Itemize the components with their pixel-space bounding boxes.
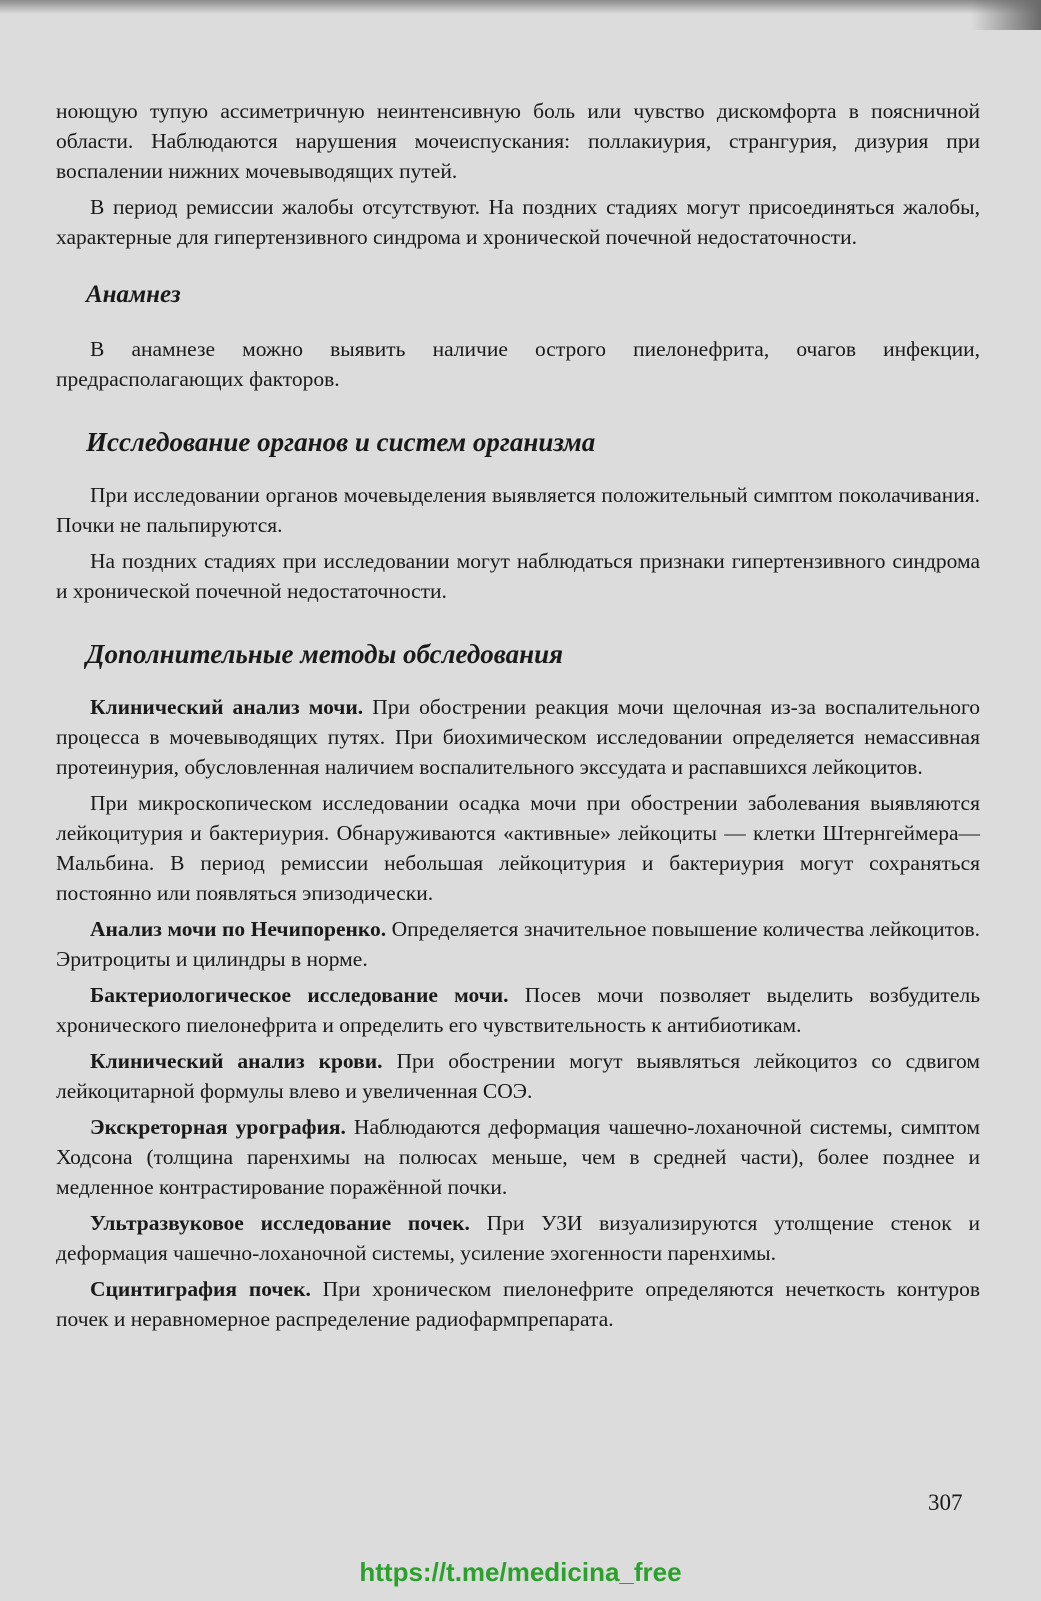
paragraph-bacteriology xyxy=(56,980,980,1040)
paragraph-microscopy: При микроскопическом исследовании осадка мочи при обострении заболевания выявляются лейкоцитурия и бактериурия. Обнаруживаются «активные» лейкоциты — клетки Штернгеймера—Мальбина. В период ремиссии небольшая лейкоцитурия и бактериурия могут сохраняться постоянно или появляться эпизодически. xyxy=(56,791,980,905)
paragraph-remission: В период ремиссии жалобы отсутствуют. На поздних стадиях могут присоединяться жалобы, характерные для гипертензивного синдрома и хронической почечной недостаточности. xyxy=(56,195,980,249)
paragraph-nechiporenko xyxy=(56,914,980,974)
scan-shadow-corner xyxy=(971,0,1041,30)
paragraph-urine-clinical xyxy=(56,692,980,782)
paragraph-symptoms: ноющую тупую ассиметричную неинтенсивную боль или чувство дискомфорта в поясничной области. Наблюдаются нарушения мочеиспускания: поллакиурия, странгурия, дизурия при воспалении нижних мочевыводящих путей. xyxy=(56,99,980,183)
paragraph-organs-2: На поздних стадиях при исследовании могут наблюдаться признаки гипертензивного синдрома и хронической почечной недостаточности. xyxy=(56,549,980,603)
text-ultrasound: При УЗИ визуализируются утолщение стенок и деформация чашечно-лоханочной системы, усиление эхогенности паренхимы. xyxy=(56,1211,980,1265)
lead-urography: Экскреторная урография. xyxy=(90,1115,346,1139)
page-body xyxy=(56,96,980,1334)
text-blood: При обострении могут выявляться лейкоцитоз со сдвигом лейкоцитарной формулы влево и увеличенная СОЭ. xyxy=(56,1049,980,1103)
text-urine-clinical: При обострении реакция мочи щелочная из-за воспалительного процесса в мочевыводящих путях. При биохимическом исследовании определяется немассивная протеинурия, обусловленная наличием воспалительного экссудата и распавшихся лейкоцитов. xyxy=(56,695,980,779)
lead-nechiporenko: Анализ мочи по Нечипоренко. xyxy=(90,917,387,941)
scan-shadow-top xyxy=(0,0,1041,14)
paragraph-scintigraphy xyxy=(56,1274,980,1334)
paragraph-ultrasound xyxy=(56,1208,980,1268)
lead-ultrasound: Ультразвуковое исследование почек. xyxy=(90,1211,470,1235)
text-nechiporenko: Определяется значительное повышение количества лейкоцитов. Эритроциты и цилиндры в норме. xyxy=(56,917,981,971)
paragraph-organs-1: При исследовании органов мочевыделения выявляется положительный симптом поколачивания. Почки не пальпируются. xyxy=(56,483,980,537)
lead-bacteriology: Бактериологическое исследование мочи. xyxy=(90,983,509,1007)
page-number: 307 xyxy=(928,1490,963,1515)
text-urography: Наблюдаются деформация чашечно-лоханочной системы, симптом Ходсона (толщина паренхимы на полюсах меньше, чем в средней части), более позднее и медленное контрастирование поражённой почки. xyxy=(56,1115,980,1199)
paragraph-anamnesis: В анамнезе можно выявить наличие острого пиелонефрита, очагов инфекции, предрасполагающих факторов. xyxy=(56,337,980,391)
heading-anamnesis: Анамнез xyxy=(86,281,181,308)
heading-organ-examination: Исследование органов и систем организма xyxy=(86,427,596,457)
paragraph-blood xyxy=(56,1046,980,1106)
paragraph-urography xyxy=(56,1112,980,1202)
heading-additional-methods: Дополнительные методы обследования xyxy=(86,639,564,669)
text-bacteriology: Посев мочи позволяет выделить возбудитель хронического пиелонефрита и определить его чувствительность к антибиотикам. xyxy=(56,983,981,1037)
watermark-link[interactable]: https://t.me/medicina_free xyxy=(359,1557,682,1587)
text-scintigraphy: При хроническом пиелонефрите определяются нечеткость контуров почек и неравномерное распределение радиофармпрепарата. xyxy=(56,1277,980,1331)
lead-scintigraphy: Сцинтиграфия почек. xyxy=(90,1277,311,1301)
lead-blood: Клинический анализ крови. xyxy=(90,1049,383,1073)
lead-urine-clinical: Клинический анализ мочи. xyxy=(90,695,364,719)
